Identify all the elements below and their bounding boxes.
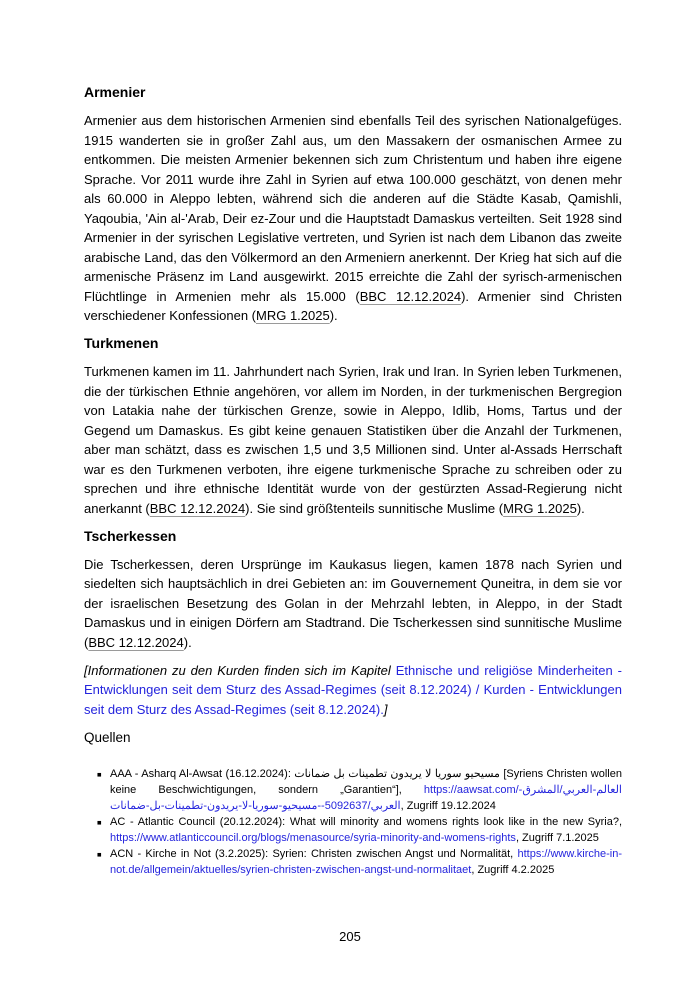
text-segment: AC - Atlantic Council (20.12.2024): What will minority and womens rights look like in the new Syria?, [110,816,622,828]
text-segment: ACN - Kirche in Not (3.2.2025): Syrien: Christen zwischen Angst und Normalität, [110,848,518,860]
text-segment: ). Sie sind größtenteils sunnitische Muslime ( [245,500,504,516]
paragraph-tscherkessen [84,555,622,653]
text-segment: مسيحيو سوريا لا يريدون تطمينات بل ضمانات [294,768,500,780]
link-chapter-minderheiten[interactable]: Ethnische und religiöse Minderheiten - Entwicklungen seit dem Sturz des Assad-Regimes (seit 8.12.2024) [84,662,622,697]
source-item-ac [84,814,622,846]
ref-mrg-1-2025[interactable]: MRG 1.2025 [256,308,330,323]
kurden-chapter-note [84,661,622,720]
text-segment: ). [576,500,585,516]
square-bullet-icon: ■ [97,818,102,827]
text-segment: ] [383,701,388,717]
paragraph-armenier [84,111,622,326]
heading-tscherkessen: Tscherkessen [84,527,177,544]
square-bullet-icon: ■ [97,770,102,779]
text-segment: ). [329,308,338,323]
text-segment: [Informationen zu den Kurden finden sich im Kapitel [84,662,396,678]
text-segment: Armenier aus dem historischen Armenien sind ebenfalls Teil des syrischen Nationalgefüges. 1915 wanderten sie in großer Zahl aus, um den Massakern der osmanischen Armee zu entkommen. Die meisten Armenier bekennen sich zum Christentum und haben ihre eigene Sprache. Vor 2011 wurde ihre Zahl in Syrien auf etwa 100.000 geschätzt, von denen mehr als 60.000 in Aleppo lebten, während sich die anderen auf die Städte Kasab, Qamishli, Yaqoubia, 'Ain al-'Arab, Deir ez-Zour und die Hauptstadt Damaskus verteilten. Seit 1928 sind Armenier in der syrischen Legislative vertreten, und Syrien ist nach dem Libanon das zweite arabische Land, das den Völkermord an den Armeniern anerkennt. Der Krieg hat sich auf die armenische Präsenz im Land ausgewirkt. 2015 erreichte die Zahl der syrisch-armenischen Flüchtlinge in Armenien mehr als 15.000 ( [84,113,622,304]
paragraph-turkmenen [84,362,622,518]
text-segment: AAA - Asharq Al-Awsat (16.12.2024): [110,768,295,780]
source-text [110,768,622,812]
ref-bbc-12-12-2024[interactable]: BBC 12.12.2024 [359,288,462,304]
text-segment: ). Armenier sind Christen verschiedener Konfessionen ( [84,288,623,323]
source-text [110,848,622,876]
link-aawsat[interactable]: https://aawsat.com/العالم-العربي/المشرق-العربي/5092637--مسيحيو-سوريا-لا-يريدون-تطمينات-بل-ضمانات [110,784,622,812]
text-segment: [Syriens Christen wollen keine Beschwichtigungen, sondern „Garantien“], [110,768,622,796]
text-segment: ). [183,634,192,650]
text-segment: , Zugriff 7.1.2025 [515,832,599,844]
sources-list [84,766,622,878]
text-segment: , Zugriff 19.12.2024 [400,800,496,812]
heading-armenier: Armenier [84,84,146,100]
source-item-acn [84,846,622,878]
page-number: 205 [339,929,361,944]
ref-bbc-12-12-2024[interactable]: BBC 12.12.2024 [88,634,184,650]
link-chapter-kurden[interactable]: Kurden - Entwicklungen seit dem Sturz des Assad-Regimes (seit 8.12.2024). [84,682,622,717]
text-segment: Die Tscherkessen, deren Ursprünge im Kaukasus liegen, kamen 1878 nach Syrien und siedelten sich hauptsächlich in drei Gebieten an: im Gouvernement Quneitra, in dem sie vor der israelischen Besetzung des Golan in der Mehrzahl lebten, in Aleppo, in der Stadt Damaskus und in einigen Dörfern am Stadtrand. Die Tscherkessen sind sunnitische Muslime ( [84,556,622,650]
square-bullet-icon: ■ [97,850,102,859]
text-segment: / [471,682,484,697]
heading-quellen: Quellen [84,729,131,745]
ref-bbc-12-12-2024[interactable]: BBC 12.12.2024 [149,500,246,516]
text-segment: Turkmenen kamen im 11. Jahrhundert nach Syrien, Irak und Iran. In Syrien leben Turkmenen, die der türkischen Ethnie angehören, vor allem im Norden, in der turkmenischen Bergregion von Latakia nahe der türkischen Grenze, sowie in Aleppo, Idlib, Homs, Tartus und der Gegend um Damaskus. Es gibt keine genauen Statistiken über die Anzahl der Turkmenen, aber man schätzt, dass es zwischen 1,5 und 3,5 Millionen sind. Unter al-Assads Herrschaft war es den Turkmenen verboten, ihre eigene turkmenische Sprache zu schreiben oder zu sprechen und ihre ethnische Identität wurde von der gestürzten Assad-Regierung nicht anerkannt ( [84,364,622,516]
page-content [84,83,622,878]
heading-turkmenen: Turkmenen [84,335,159,351]
ref-mrg-1-2025[interactable]: MRG 1.2025 [503,500,577,516]
link-kirche-in-not[interactable]: https://www.kirche-in-not.de/allgemein/aktuelles/syrien-christen-zwischen-angst-und-normalitaet [110,848,622,876]
text-segment: , Zugriff 4.2.2025 [471,864,555,876]
link-atlanticcouncil[interactable]: https://www.atlanticcouncil.org/blogs/menasource/syria-minority-and-womens-rights [110,832,516,844]
source-item-aaa [84,766,622,814]
source-text [110,816,622,844]
